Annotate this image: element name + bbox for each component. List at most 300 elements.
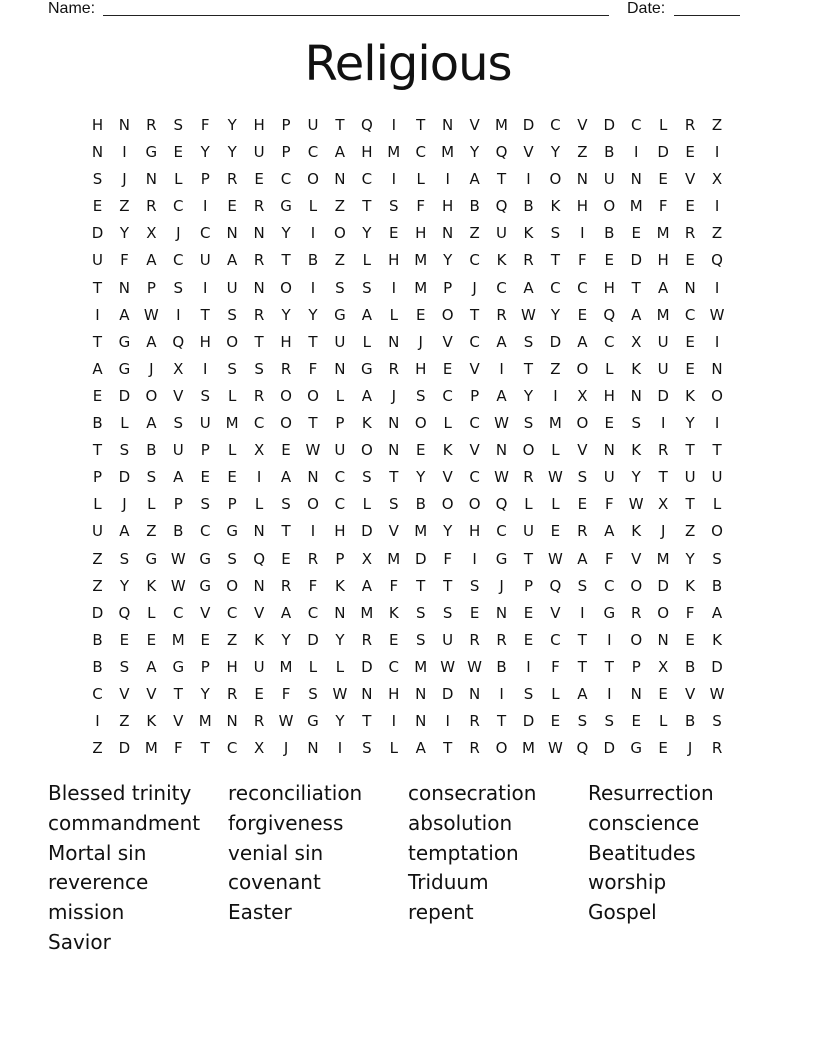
grid-letter[interactable]: O: [549, 170, 562, 189]
grid-letter[interactable]: L: [308, 197, 318, 216]
grid-letter[interactable]: J: [660, 522, 666, 541]
grid-letter[interactable]: Z: [92, 549, 103, 568]
grid-letter[interactable]: V: [200, 603, 211, 622]
grid-letter[interactable]: Q: [118, 603, 131, 622]
grid-letter[interactable]: Q: [549, 576, 562, 595]
grid-letter[interactable]: K: [254, 630, 265, 649]
grid-letter[interactable]: H: [253, 116, 265, 134]
grid-letter[interactable]: E: [92, 386, 103, 405]
grid-letter[interactable]: H: [388, 251, 400, 270]
grid-letter[interactable]: E: [469, 603, 480, 622]
grid-letter[interactable]: V: [469, 116, 480, 134]
grid-letter[interactable]: S: [281, 495, 291, 514]
grid-letter[interactable]: X: [577, 386, 588, 405]
grid-letter[interactable]: A: [496, 386, 507, 405]
grid-letter[interactable]: Q: [495, 143, 508, 162]
grid-letter[interactable]: S: [200, 386, 210, 405]
grid-letter[interactable]: T: [496, 170, 507, 189]
grid-letter[interactable]: J: [687, 739, 693, 758]
grid-letter[interactable]: I: [256, 468, 262, 487]
grid-letter[interactable]: K: [388, 603, 399, 622]
grid-letter[interactable]: C: [173, 197, 184, 216]
date-field-line[interactable]: [674, 0, 740, 16]
grid-letter[interactable]: S: [415, 603, 426, 622]
grid-letter[interactable]: K: [685, 576, 696, 595]
grid-letter[interactable]: G: [118, 332, 131, 351]
grid-letter[interactable]: U: [199, 251, 211, 270]
grid-letter[interactable]: K: [631, 522, 642, 541]
grid-letter[interactable]: O: [630, 576, 643, 595]
grid-letter[interactable]: D: [361, 657, 373, 676]
grid-letter[interactable]: I: [499, 684, 504, 703]
grid-letter[interactable]: H: [226, 657, 238, 676]
grid-letter[interactable]: W: [278, 712, 294, 731]
grid-letter[interactable]: V: [684, 170, 696, 189]
grid-letter[interactable]: T: [200, 739, 210, 758]
grid-letter[interactable]: L: [416, 170, 425, 189]
grid-letter[interactable]: S: [577, 576, 588, 595]
grid-letter[interactable]: U: [199, 414, 211, 433]
grid-letter[interactable]: R: [523, 468, 534, 487]
grid-letter[interactable]: Z: [577, 143, 588, 162]
grid-letter[interactable]: X: [711, 170, 723, 189]
grid-letter[interactable]: Y: [470, 143, 480, 162]
grid-letter[interactable]: I: [714, 278, 720, 297]
grid-letter[interactable]: N: [307, 739, 319, 758]
grid-letter[interactable]: P: [335, 414, 345, 433]
grid-letter[interactable]: E: [685, 251, 695, 270]
grid-letter[interactable]: A: [227, 251, 238, 270]
grid-letter[interactable]: J: [122, 495, 127, 514]
grid-letter[interactable]: C: [577, 278, 588, 297]
grid-letter[interactable]: Y: [550, 305, 560, 324]
grid-letter[interactable]: N: [118, 116, 131, 134]
grid-letter[interactable]: D: [657, 576, 669, 595]
grid-letter[interactable]: A: [173, 468, 184, 487]
grid-letter[interactable]: N: [226, 224, 238, 243]
grid-letter[interactable]: P: [281, 116, 291, 134]
grid-letter[interactable]: N: [388, 441, 400, 460]
grid-letter[interactable]: G: [199, 576, 212, 595]
grid-letter[interactable]: V: [523, 143, 534, 162]
grid-letter[interactable]: D: [711, 657, 723, 676]
grid-letter[interactable]: A: [658, 278, 669, 297]
grid-letter[interactable]: U: [253, 143, 265, 162]
grid-letter[interactable]: A: [280, 468, 292, 487]
grid-letter[interactable]: K: [523, 224, 534, 243]
grid-letter[interactable]: H: [603, 278, 615, 297]
grid-letter[interactable]: O: [711, 522, 723, 541]
grid-letter[interactable]: U: [496, 224, 508, 243]
grid-letter[interactable]: S: [523, 684, 534, 703]
grid-letter[interactable]: N: [630, 386, 642, 405]
grid-letter[interactable]: E: [92, 197, 103, 216]
grid-letter[interactable]: B: [173, 522, 184, 541]
grid-letter[interactable]: M: [144, 739, 158, 758]
grid-letter[interactable]: O: [630, 630, 643, 649]
grid-letter[interactable]: T: [604, 657, 614, 676]
grid-letter[interactable]: N: [415, 712, 427, 731]
grid-letter[interactable]: Y: [200, 143, 210, 162]
grid-letter[interactable]: N: [334, 603, 346, 622]
grid-letter[interactable]: A: [146, 251, 157, 270]
grid-letter[interactable]: S: [146, 468, 157, 487]
grid-letter[interactable]: W: [143, 305, 159, 324]
grid-letter[interactable]: R: [469, 630, 480, 649]
grid-letter[interactable]: C: [604, 332, 615, 351]
grid-letter[interactable]: I: [203, 278, 208, 297]
grid-letter[interactable]: O: [711, 386, 723, 405]
grid-letter[interactable]: J: [499, 576, 504, 595]
grid-letter[interactable]: L: [362, 332, 372, 351]
grid-letter[interactable]: V: [469, 441, 480, 460]
grid-letter[interactable]: N: [361, 684, 373, 703]
grid-letter[interactable]: T: [173, 684, 183, 703]
grid-letter[interactable]: A: [146, 332, 157, 351]
grid-letter[interactable]: E: [415, 305, 426, 324]
grid-letter[interactable]: O: [468, 495, 481, 514]
grid-letter[interactable]: T: [362, 712, 372, 731]
grid-letter[interactable]: T: [308, 332, 318, 351]
grid-letter[interactable]: S: [577, 468, 588, 487]
grid-letter[interactable]: H: [199, 332, 211, 351]
grid-letter[interactable]: I: [634, 143, 639, 162]
grid-letter[interactable]: H: [361, 143, 373, 162]
grid-letter[interactable]: C: [173, 251, 184, 270]
grid-letter[interactable]: P: [470, 386, 480, 405]
grid-letter[interactable]: M: [279, 657, 293, 676]
grid-letter[interactable]: A: [280, 603, 292, 622]
grid-letter[interactable]: L: [551, 684, 560, 703]
grid-letter[interactable]: E: [523, 603, 534, 622]
grid-letter[interactable]: O: [360, 441, 373, 460]
grid-letter[interactable]: L: [605, 359, 614, 378]
grid-letter[interactable]: N: [657, 630, 669, 649]
grid-letter[interactable]: N: [495, 603, 508, 622]
grid-letter[interactable]: M: [171, 630, 185, 649]
grid-letter[interactable]: E: [173, 143, 184, 162]
grid-letter[interactable]: J: [283, 739, 289, 758]
grid-letter[interactable]: R: [684, 116, 696, 134]
grid-letter[interactable]: A: [577, 684, 588, 703]
grid-letter[interactable]: S: [173, 116, 184, 134]
grid-letter[interactable]: U: [226, 278, 238, 297]
grid-letter[interactable]: L: [658, 712, 668, 731]
grid-letter[interactable]: X: [631, 332, 642, 351]
grid-letter[interactable]: W: [521, 305, 536, 324]
grid-letter[interactable]: A: [361, 386, 372, 405]
grid-letter[interactable]: T: [281, 522, 291, 541]
grid-letter[interactable]: S: [415, 386, 426, 405]
grid-letter[interactable]: X: [658, 495, 669, 514]
grid-letter[interactable]: L: [389, 739, 398, 758]
grid-letter[interactable]: G: [630, 739, 643, 758]
grid-letter[interactable]: O: [280, 386, 292, 405]
grid-letter[interactable]: F: [389, 576, 399, 595]
grid-letter[interactable]: T: [443, 576, 453, 595]
grid-letter[interactable]: D: [118, 468, 131, 487]
grid-letter[interactable]: D: [91, 603, 104, 622]
grid-letter[interactable]: C: [415, 143, 426, 162]
grid-letter[interactable]: O: [522, 441, 535, 460]
grid-letter[interactable]: I: [391, 116, 396, 134]
grid-letter[interactable]: S: [173, 414, 184, 433]
grid-letter[interactable]: O: [145, 386, 158, 405]
grid-letter[interactable]: C: [550, 116, 561, 134]
grid-letter[interactable]: U: [603, 468, 615, 487]
grid-letter[interactable]: O: [307, 170, 319, 189]
grid-letter[interactable]: E: [685, 197, 695, 216]
grid-letter[interactable]: C: [550, 278, 561, 297]
grid-letter[interactable]: Z: [550, 359, 561, 378]
grid-letter[interactable]: L: [335, 657, 345, 676]
grid-letter[interactable]: D: [414, 549, 427, 568]
grid-letter[interactable]: V: [388, 522, 399, 541]
grid-letter[interactable]: S: [523, 414, 534, 433]
grid-letter[interactable]: R: [253, 386, 265, 405]
grid-letter[interactable]: T: [685, 495, 695, 514]
grid-letter[interactable]: U: [657, 359, 669, 378]
grid-letter[interactable]: D: [630, 251, 642, 270]
grid-letter[interactable]: E: [685, 630, 695, 649]
grid-letter[interactable]: X: [658, 657, 669, 676]
grid-letter[interactable]: B: [604, 224, 615, 243]
grid-letter[interactable]: B: [469, 197, 480, 216]
grid-letter[interactable]: E: [523, 630, 534, 649]
grid-letter[interactable]: K: [361, 414, 372, 433]
grid-letter[interactable]: N: [388, 332, 400, 351]
grid-letter[interactable]: A: [146, 657, 157, 676]
grid-letter[interactable]: S: [92, 170, 103, 189]
grid-letter[interactable]: B: [684, 712, 696, 731]
grid-letter[interactable]: L: [551, 495, 560, 514]
grid-letter[interactable]: J: [391, 386, 396, 405]
grid-letter[interactable]: K: [712, 630, 722, 649]
grid-letter[interactable]: T: [712, 441, 722, 460]
grid-letter[interactable]: W: [709, 684, 725, 703]
grid-letter[interactable]: S: [389, 495, 399, 514]
grid-letter[interactable]: N: [91, 143, 104, 162]
grid-letter[interactable]: R: [307, 549, 319, 568]
grid-letter[interactable]: D: [118, 386, 131, 405]
grid-letter[interactable]: N: [603, 441, 615, 460]
grid-letter[interactable]: L: [254, 495, 264, 514]
grid-letter[interactable]: T: [631, 278, 641, 297]
grid-letter[interactable]: Z: [469, 224, 480, 243]
grid-letter[interactable]: O: [495, 739, 508, 758]
grid-letter[interactable]: D: [549, 332, 562, 351]
grid-letter[interactable]: I: [714, 414, 720, 433]
grid-letter[interactable]: T: [200, 305, 210, 324]
grid-letter[interactable]: R: [577, 522, 588, 541]
grid-letter[interactable]: O: [307, 386, 319, 405]
grid-letter[interactable]: C: [334, 468, 346, 487]
grid-letter[interactable]: E: [631, 224, 641, 243]
grid-letter[interactable]: A: [146, 414, 157, 433]
grid-letter[interactable]: S: [712, 712, 722, 731]
grid-letter[interactable]: I: [95, 712, 100, 731]
grid-letter[interactable]: F: [604, 495, 614, 514]
grid-letter[interactable]: P: [281, 143, 291, 162]
grid-letter[interactable]: R: [469, 712, 480, 731]
grid-letter[interactable]: I: [714, 143, 720, 162]
grid-letter[interactable]: C: [334, 495, 346, 514]
grid-letter[interactable]: C: [630, 116, 642, 134]
grid-letter[interactable]: J: [418, 332, 423, 351]
grid-letter[interactable]: E: [200, 468, 210, 487]
grid-letter[interactable]: B: [496, 657, 507, 676]
grid-letter[interactable]: Q: [495, 197, 508, 216]
grid-letter[interactable]: K: [631, 359, 642, 378]
grid-letter[interactable]: L: [524, 495, 533, 514]
grid-letter[interactable]: E: [658, 170, 668, 189]
grid-letter[interactable]: T: [577, 657, 587, 676]
grid-letter[interactable]: F: [281, 684, 291, 703]
grid-letter[interactable]: F: [685, 603, 695, 622]
grid-letter[interactable]: O: [226, 332, 239, 351]
grid-letter[interactable]: E: [227, 197, 237, 216]
grid-letter[interactable]: N: [442, 116, 454, 134]
grid-letter[interactable]: H: [468, 522, 481, 541]
grid-letter[interactable]: J: [472, 278, 477, 297]
grid-letter[interactable]: I: [526, 170, 531, 189]
grid-letter[interactable]: L: [308, 657, 318, 676]
grid-letter[interactable]: G: [226, 522, 238, 541]
grid-letter[interactable]: L: [93, 495, 102, 514]
grid-letter[interactable]: Y: [281, 630, 291, 649]
grid-letter[interactable]: I: [203, 197, 208, 216]
grid-letter[interactable]: Y: [308, 305, 318, 324]
grid-letter[interactable]: Y: [416, 468, 426, 487]
grid-letter[interactable]: A: [523, 278, 534, 297]
grid-letter[interactable]: T: [685, 441, 695, 460]
grid-letter[interactable]: H: [442, 197, 454, 216]
grid-letter[interactable]: T: [523, 359, 534, 378]
grid-letter[interactable]: R: [253, 712, 265, 731]
grid-letter[interactable]: D: [361, 522, 373, 541]
grid-letter[interactable]: M: [441, 143, 455, 162]
grid-letter[interactable]: R: [280, 576, 292, 595]
grid-letter[interactable]: K: [146, 576, 157, 595]
grid-letter[interactable]: I: [95, 305, 100, 324]
grid-letter[interactable]: R: [253, 305, 265, 324]
grid-letter[interactable]: U: [603, 170, 615, 189]
grid-letter[interactable]: S: [631, 414, 641, 433]
grid-letter[interactable]: K: [550, 197, 561, 216]
grid-letter[interactable]: C: [92, 684, 103, 703]
grid-letter[interactable]: W: [494, 414, 509, 433]
grid-letter[interactable]: S: [469, 576, 480, 595]
grid-letter[interactable]: F: [200, 116, 210, 134]
grid-letter[interactable]: U: [172, 441, 184, 460]
grid-letter[interactable]: Y: [281, 305, 291, 324]
grid-letter[interactable]: Q: [360, 116, 373, 134]
grid-letter[interactable]: I: [310, 522, 316, 541]
grid-letter[interactable]: N: [495, 441, 508, 460]
grid-letter[interactable]: D: [522, 116, 535, 134]
grid-letter[interactable]: S: [523, 332, 534, 351]
grid-letter[interactable]: T: [416, 116, 426, 134]
grid-letter[interactable]: N: [253, 224, 265, 243]
grid-letter[interactable]: R: [280, 359, 292, 378]
grid-letter[interactable]: Y: [443, 251, 453, 270]
grid-letter[interactable]: M: [656, 305, 670, 324]
grid-letter[interactable]: O: [226, 576, 239, 595]
grid-letter[interactable]: M: [414, 251, 428, 270]
grid-letter[interactable]: O: [414, 414, 427, 433]
grid-letter[interactable]: R: [523, 251, 534, 270]
grid-letter[interactable]: W: [547, 549, 563, 568]
grid-letter[interactable]: S: [362, 739, 372, 758]
grid-letter[interactable]: M: [198, 712, 212, 731]
grid-letter[interactable]: T: [254, 332, 264, 351]
grid-letter[interactable]: O: [603, 197, 616, 216]
grid-letter[interactable]: I: [660, 414, 666, 433]
grid-letter[interactable]: M: [360, 603, 374, 622]
grid-letter[interactable]: G: [603, 603, 616, 622]
grid-letter[interactable]: Z: [227, 630, 238, 649]
grid-letter[interactable]: I: [445, 712, 450, 731]
grid-letter[interactable]: N: [388, 414, 400, 433]
grid-letter[interactable]: Y: [200, 684, 210, 703]
grid-letter[interactable]: L: [443, 414, 452, 433]
grid-letter[interactable]: I: [122, 143, 127, 162]
grid-letter[interactable]: K: [631, 441, 642, 460]
grid-letter[interactable]: K: [442, 441, 453, 460]
grid-letter[interactable]: V: [442, 332, 453, 351]
grid-letter[interactable]: I: [526, 657, 531, 676]
grid-letter[interactable]: G: [280, 197, 292, 216]
grid-letter[interactable]: G: [199, 549, 212, 568]
grid-letter[interactable]: V: [684, 684, 696, 703]
grid-letter[interactable]: N: [307, 468, 319, 487]
grid-letter[interactable]: E: [119, 630, 130, 649]
grid-letter[interactable]: B: [92, 630, 103, 649]
grid-letter[interactable]: M: [387, 143, 401, 162]
grid-letter[interactable]: S: [577, 712, 588, 731]
grid-letter[interactable]: X: [361, 549, 372, 568]
grid-letter[interactable]: J: [149, 359, 154, 378]
grid-letter[interactable]: V: [550, 603, 561, 622]
grid-letter[interactable]: I: [580, 603, 585, 622]
grid-letter[interactable]: C: [442, 386, 453, 405]
grid-letter[interactable]: S: [362, 468, 372, 487]
grid-letter[interactable]: L: [227, 386, 237, 405]
grid-letter[interactable]: O: [280, 278, 292, 297]
grid-letter[interactable]: R: [684, 224, 696, 243]
grid-letter[interactable]: F: [416, 197, 426, 216]
grid-letter[interactable]: R: [253, 251, 265, 270]
grid-letter[interactable]: W: [467, 657, 483, 676]
grid-letter[interactable]: A: [334, 143, 346, 162]
grid-letter[interactable]: T: [577, 630, 587, 649]
grid-letter[interactable]: P: [146, 278, 156, 297]
grid-letter[interactable]: Y: [227, 116, 237, 134]
grid-letter[interactable]: C: [469, 414, 480, 433]
grid-letter[interactable]: S: [119, 549, 130, 568]
grid-letter[interactable]: D: [657, 143, 669, 162]
grid-letter[interactable]: T: [496, 712, 507, 731]
grid-letter[interactable]: B: [415, 495, 426, 514]
grid-letter[interactable]: Q: [603, 305, 616, 324]
grid-letter[interactable]: C: [307, 143, 319, 162]
grid-letter[interactable]: L: [389, 305, 398, 324]
grid-letter[interactable]: O: [334, 224, 346, 243]
grid-letter[interactable]: N: [253, 522, 265, 541]
grid-letter[interactable]: A: [604, 522, 615, 541]
grid-letter[interactable]: A: [577, 549, 588, 568]
grid-letter[interactable]: W: [305, 441, 321, 460]
